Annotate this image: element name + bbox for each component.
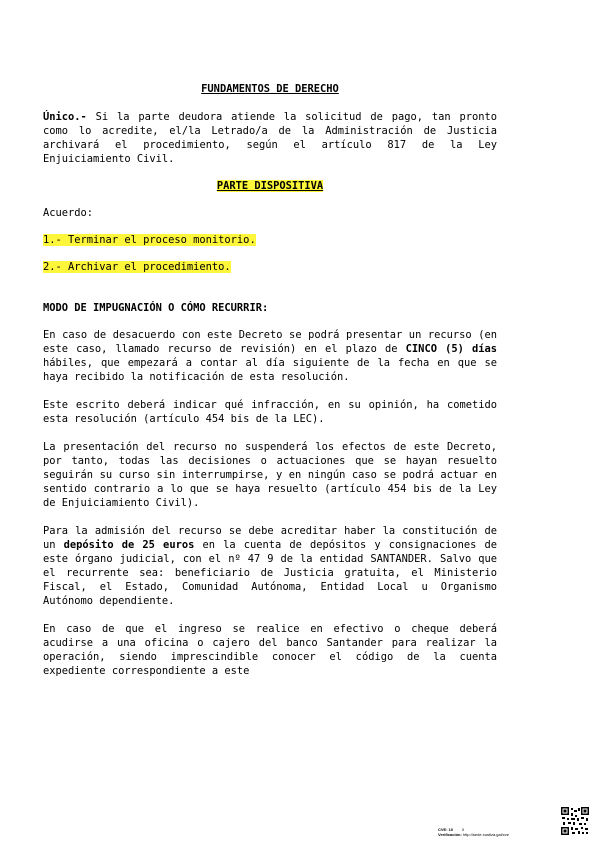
cve-label: CVE: 10 — [438, 827, 454, 832]
paragraph-4-a: Para la admisión del recurso se debe acreditar haber la constitución de un — [43, 525, 497, 551]
dispositiva-title-wrap — [43, 179, 497, 193]
document-body — [43, 82, 497, 678]
paragraph-1-bold: CINCO (5) días — [405, 343, 497, 355]
paragraph-5: En caso de que el ingreso se realice en efectivo o cheque deberá acudirse a una oficina o cajero del banco Santander para realizar la operación, siendo imprescindible conocer el código de la cuenta expediente correspondiente a este — [43, 623, 497, 677]
item-2: 2.- Archivar el procedimiento. — [43, 261, 231, 273]
verification-footer — [438, 827, 509, 837]
paragraph-4 — [43, 524, 497, 608]
impugnacion-title: MODO DE IMPUGNACIÓN O CÓMO RECURRIR: — [43, 302, 269, 314]
item-1: 1.- Terminar el proceso monitorio. — [43, 234, 256, 246]
unico-text: Si la parte deudora atiende la solicitud de pago, tan pronto como lo acredite, el/la Letrado/a de la Administración de Justicia archivará el procedimiento, según el artículo 817 de la Ley Enjuiciamiento Civil. — [43, 111, 497, 165]
cve-value: 0 — [462, 827, 465, 832]
item-1-wrap — [43, 233, 497, 247]
paragraph-2: Este escrito deberá indicar qué infracción, en su opinión, ha cometido esta resolución (artículo 454 bis de la LEC). — [43, 399, 497, 425]
unico-label: Único.- — [43, 111, 87, 123]
paragraph-1-b: hábiles, que empezará a contar al día siguiente de la fecha en que se haya recibido la notificación de esta resolución. — [43, 357, 497, 383]
section-title: FUNDAMENTOS DE DERECHO — [201, 83, 339, 95]
paragraph-4-bold: depósito de 25 euros — [63, 539, 195, 551]
paragraph-1-a: En caso de desacuerdo con este Decreto se podrá presentar un recurso (en este caso, llamado recurso de revisión) en el plazo de — [43, 329, 497, 355]
dispositiva-title: PARTE DISPOSITIVA — [216, 180, 324, 192]
item-2-wrap — [43, 260, 497, 274]
verification-label: Verificación: — [438, 832, 462, 837]
acuerdo-label: Acuerdo: — [43, 207, 94, 219]
paragraph-1 — [43, 328, 497, 384]
paragraph-4-b: en la cuenta de depósitos y consignaciones de este órgano judicial, con el nº 47 9 de la entidad SANTANDER. Salvo que el recurrente sea: beneficiario de Justicia gratuita, el Ministerio Fiscal, el Estado, Comunidad Autónoma, Entidad Local u Organismo Autónomo dependiente. — [43, 539, 497, 607]
verification-url[interactable]: http://sede.xustiza.gal/cve — [462, 832, 509, 837]
qr-code-icon — [560, 806, 590, 836]
unico-paragraph — [43, 110, 497, 166]
paragraph-3: La presentación del recurso no suspenderá los efectos de este Decreto, por tanto, todas las decisiones o actuaciones que se hayan resuelto seguirán su curso sin interrumpirse, y en ningún caso se podrá actuar en sentido contrario a lo que se haya resuelto (artículo 454 bis de la Ley de Enjuiciamiento Civil). — [43, 441, 497, 509]
